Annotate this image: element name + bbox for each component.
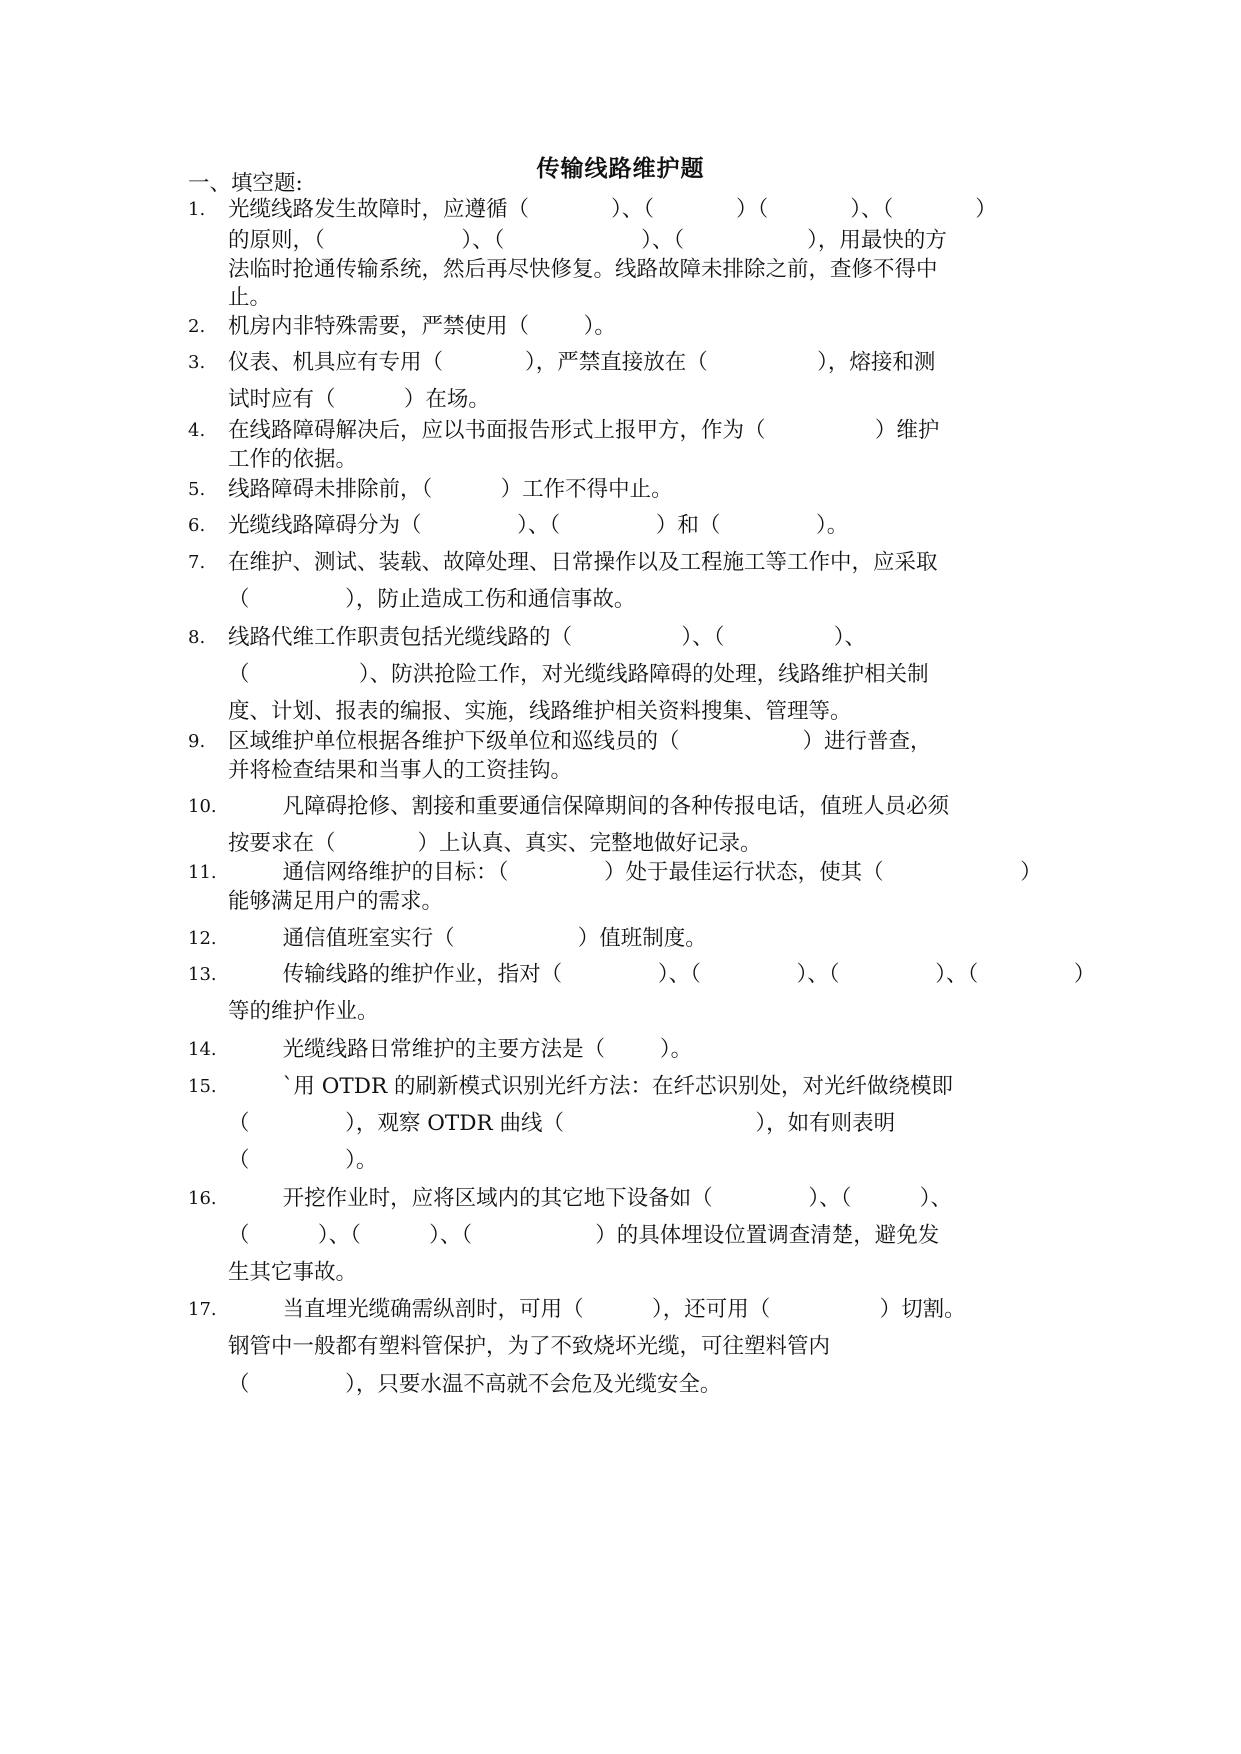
question-line: 按要求在（ ）上认真、真实、完整地做好记录。 — [228, 831, 762, 856]
question-number: 11. — [188, 862, 217, 883]
question-line: （ ）。 — [228, 1148, 378, 1173]
question-line: 仪表、机具应有专用（ ），严禁直接放在（ ），熔接和测 — [228, 350, 936, 375]
question-line: 工作的依据。 — [228, 447, 358, 472]
question-line: 止。 — [228, 285, 272, 310]
question-line: 通信值班室实行（ ）值班制度。 — [228, 926, 707, 951]
question-number: 1. — [188, 199, 206, 220]
question-number: 4. — [188, 420, 206, 441]
question-line: 区域维护单位根据各维护下级单位和巡线员的（ ）进行普查， — [228, 729, 932, 754]
question-number: 6. — [188, 515, 206, 536]
question-line: 线路障碍未排除前，（ ）工作不得中止。 — [228, 477, 673, 502]
question-line: 能够满足用户的需求。 — [228, 889, 444, 914]
question-number: 10. — [188, 796, 217, 817]
question-number: 17. — [188, 1299, 217, 1320]
question-line: 在线路障碍解决后，应以书面报告形式上报甲方，作为（ ）维护 — [228, 418, 940, 443]
question-line: 光缆线路障碍分为（ ）、（ ）和（ ）。 — [228, 513, 849, 538]
question-line: 钢管中一般都有塑料管保护，为了不致烧坏光缆，可往塑料管内 — [228, 1334, 831, 1359]
question-line: 凡障碍抢修、割接和重要通信保障期间的各种传报电话，值班人员必须 — [228, 794, 950, 819]
question-line: （ ）、（ ）、（ ）的具体埋设位置调查清楚，避免发 — [228, 1223, 940, 1248]
question-line: 法临时抢通传输系统，然后再尽快修复。线路故障未排除之前，查修不得中 — [228, 257, 938, 282]
question-line: 等的维护作业。 — [228, 999, 379, 1024]
question-number: 5. — [188, 479, 206, 500]
question-line: 光缆线路日常维护的主要方法是（ ）。 — [228, 1037, 693, 1062]
question-line: 传输线路的维护作业，指对（ ）、（ ）、（ ）、（ ） — [228, 962, 1096, 987]
question-number: 13. — [188, 964, 217, 985]
question-line: 在维护、测试、装载、故障处理、日常操作以及工程施工等工作中，应采取 — [228, 550, 938, 575]
question-line: （ ），防止造成工伤和通信事故。 — [228, 587, 636, 612]
question-number: 16. — [188, 1188, 217, 1209]
question-line: （ ）、防洪抢险工作，对光缆线路障碍的处理，线路维护相关制 — [228, 662, 929, 687]
question-line: 机房内非特殊需要，严禁使用（ ）。 — [228, 314, 616, 339]
question-number: 12. — [188, 928, 217, 949]
question-number: 9. — [188, 731, 206, 752]
question-line: 光缆线路发生故障时，应遵循（ ）、（ ）（ ）、（ ） — [228, 197, 997, 222]
question-number: 14. — [188, 1039, 217, 1060]
document-title: 传输线路维护题 — [536, 155, 705, 182]
question-line: （ ），观察 OTDR 曲线（ ），如有则表明 — [228, 1111, 896, 1136]
question-line: 生其它事故。 — [228, 1260, 358, 1285]
question-number: 3. — [188, 352, 206, 373]
question-number: 2. — [188, 316, 206, 337]
question-line: 线路代维工作职责包括光缆线路的（ ）、（ ）、 — [228, 625, 866, 650]
question-line: `用 OTDR 的刷新模式识别光纤方法：在纤芯识别处，对光纤做绕模即 — [228, 1074, 953, 1099]
question-line: 通信网络维护的目标：（ ）处于最佳运行状态，使其（ ） — [228, 860, 1042, 885]
question-number: 7. — [188, 552, 206, 573]
question-line: 试时应有（ ）在场。 — [228, 387, 490, 412]
question-line: 当直埋光缆确需纵剖时，可用（ ），还可用（ ）切割。 — [228, 1297, 966, 1322]
question-line: 开挖作业时，应将区域内的其它地下设备如（ ）、（ ）、 — [228, 1186, 952, 1211]
question-line: （ ），只要水温不高就不会危及光缆安全。 — [228, 1372, 722, 1397]
question-line: 并将检查结果和当事人的工资挂钩。 — [228, 758, 573, 783]
section-heading: 一、填空题: — [188, 171, 303, 196]
question-line: 的原则，（ ）、（ ）、（ ），用最快的方 — [228, 228, 947, 253]
question-line: 度、计划、报表的编报、实施，线路维护相关资料搜集、管理等。 — [228, 699, 852, 724]
question-number: 8. — [188, 627, 206, 648]
question-number: 15. — [188, 1076, 217, 1097]
